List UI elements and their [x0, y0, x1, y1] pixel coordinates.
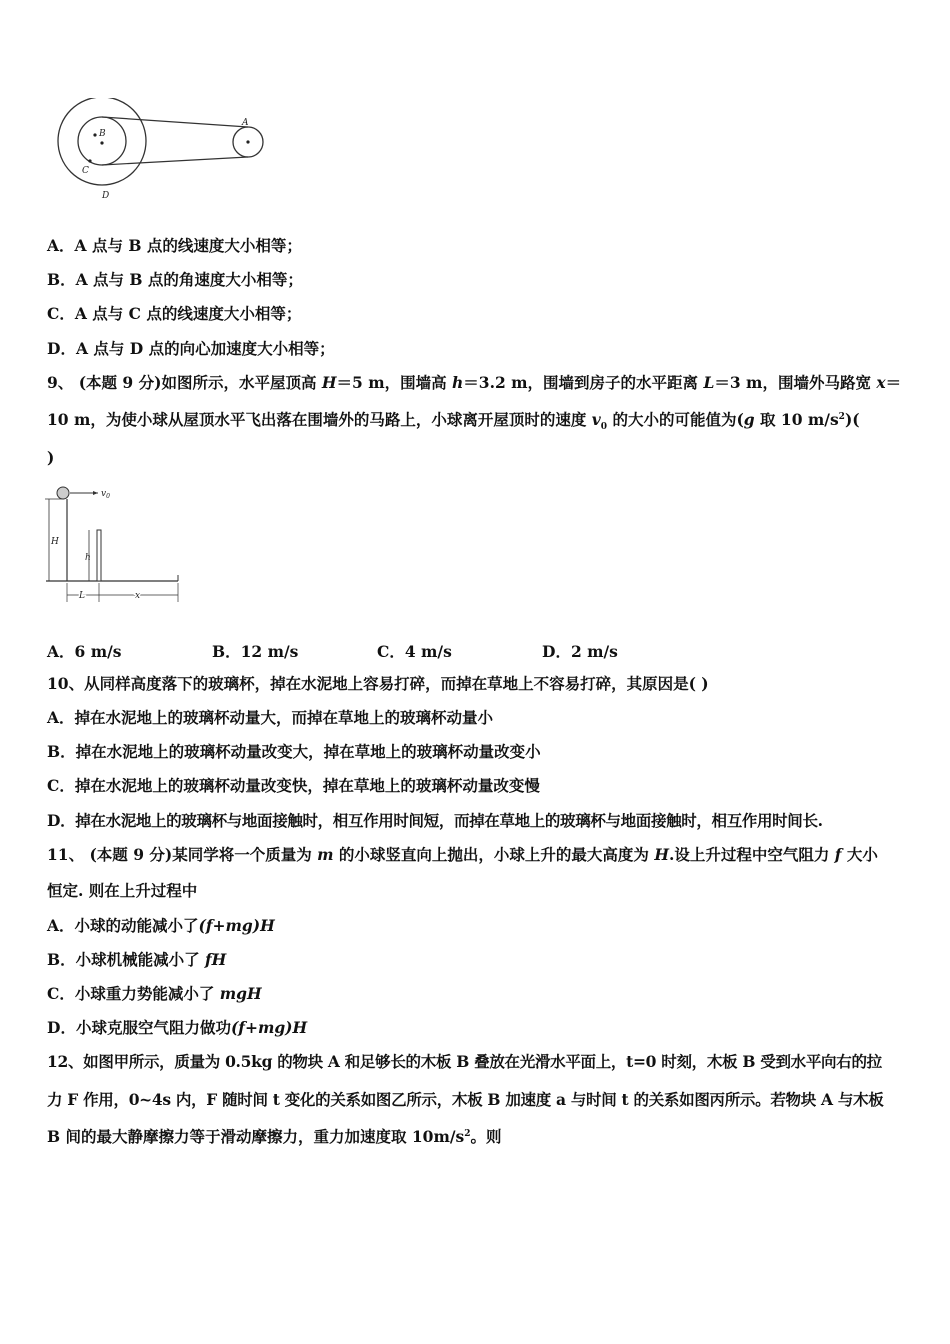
q12-stem-line1: 12、如图甲所示，质量为 0.5kg 的物块 A 和足够长的木板 B 叠放在光滑水平面上，t=0 时刻，木板 B 受到水平向右的拉 [47, 1052, 882, 1071]
q10-option-a: A．掉在水泥地上的玻璃杯动量大，而掉在草地上的玻璃杯动量小 [47, 708, 494, 727]
q9-option-b: B．12 m/s [212, 642, 299, 661]
q8-option-a: A．A 点与 B 点的线速度大小相等； [47, 236, 302, 255]
q9-option-a: A．6 m/s [47, 642, 122, 661]
q9-option-c: C．4 m/s [377, 642, 452, 661]
svg-text:v0: $v_0$ [101, 489, 110, 500]
belt-bottom [102, 157, 248, 165]
q11-option-a: A．小球的动能减小了(f+mg)H [47, 916, 275, 935]
svg-text:x: x [135, 591, 141, 601]
svg-text:L: L [79, 591, 85, 601]
q11-stem-line2: 恒定. 则在上升过程中 [47, 881, 198, 900]
svg-text:H: H [51, 537, 59, 547]
label-d: D [102, 191, 110, 201]
q10-stem: 10、从同样高度落下的玻璃杯，掉在水泥地上容易打碎，而掉在草地上不容易打碎，其原因是( ) [47, 674, 709, 693]
q10-option-d: D．掉在水泥地上的玻璃杯与地面接触时，相互作用时间短，而掉在草地上的玻璃杯与地面接触时，相互作用时间长. [47, 811, 823, 830]
middle-wheel [78, 117, 126, 165]
q11-option-d: D．小球克服空气阻力做功(f+mg)H [47, 1018, 308, 1037]
ball [57, 487, 69, 499]
q12-stem-line2: 力 F 作用，0~4s 内，F 随时间 t 变化的关系如图乙所示，木板 B 加速度 a 与时间 t 的关系如图丙所示。若物块 A 与木板 [47, 1090, 884, 1109]
house-wall-figure [44, 482, 189, 607]
belt-top [102, 117, 248, 127]
svg-text:h: h [85, 553, 91, 563]
q12-stem-line3: B 间的最大静摩擦力等于滑动摩擦力，重力加速度取 $10m/s^2$。则 [47, 1127, 502, 1146]
q9-stem-line1: 9、 (本题 9 分)如图所示，水平屋顶高 H＝5 m，围墙高 h＝3.2 m，围墙到房子的水平距离 L＝3 m，围墙外马路宽 x＝ [47, 373, 902, 392]
q9-stem-line2: 10 m，为使小球从屋顶水平飞出落在围墙外的马路上，小球离开屋顶时的速度 $v_0$ 的大小的可能值为(g 取 10 $m/s^2$)( [47, 410, 860, 433]
q9-option-d: D．2 m/s [542, 642, 618, 661]
q11-option-b: B．小球机械能减小了 fH [47, 950, 227, 969]
label-b: B [99, 129, 106, 139]
q10-option-c: C．掉在水泥地上的玻璃杯动量改变快，掉在草地上的玻璃杯动量改变慢 [47, 776, 540, 795]
q11-option-c: C．小球重力势能减小了 mgH [47, 984, 262, 1003]
fence-wall [97, 530, 101, 581]
pulley-figure [52, 98, 272, 208]
q11-stem-line1: 11、 (本题 9 分)某同学将一个质量为 m 的小球竖直向上抛出，小球上升的最大高度为 H.设上升过程中空气阻力 f 大小 [47, 845, 878, 864]
q10-option-b: B．掉在水泥地上的玻璃杯动量改变大，掉在草地上的玻璃杯动量改变小 [47, 742, 541, 761]
q8-option-d: D．A 点与 D 点的向心加速度大小相等； [47, 339, 335, 358]
q8-option-b: B．A 点与 B 点的角速度大小相等； [47, 270, 303, 289]
label-c: C [82, 166, 89, 176]
q8-option-c: C．A 点与 C 点的线速度大小相等； [47, 304, 302, 323]
q9-stem-line3: ) [47, 448, 55, 467]
label-a: A [242, 118, 249, 128]
